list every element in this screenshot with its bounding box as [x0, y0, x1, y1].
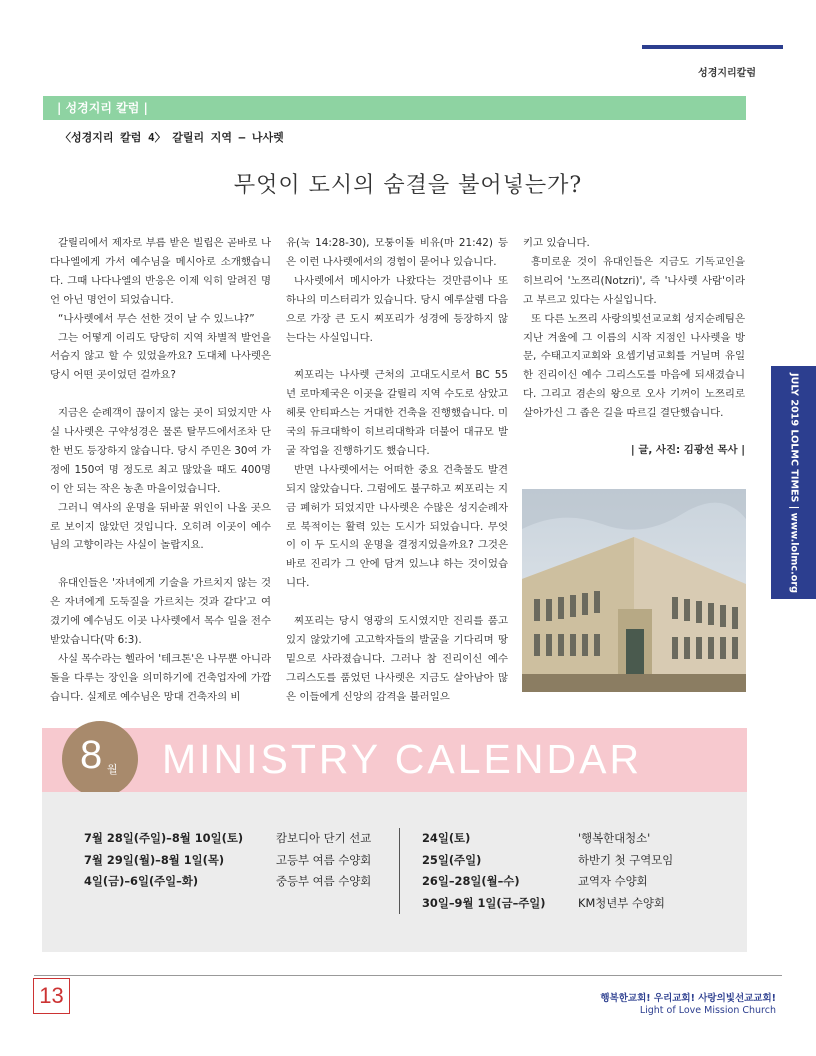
paragraph: 찌포리는 당시 영광의 도시였지만 진리를 품고 있지 않았기에 고고학자들의 발굴을 기다리며 땅 밑으로 사라졌습니다. 그러나 참 진리이신 예수 그리스도를 품었던 나사렛은 지금도 살아남아 많은 이들에게 신앙의 감격을 불러일으 [286, 615, 508, 703]
footer-rule [34, 975, 782, 976]
calendar-date: 7월 28일(주일)–8월 10일(토) [84, 831, 244, 845]
calendar-right-dates [422, 828, 546, 914]
paragraph: 찌포리는 나사렛 근처의 고대도시로서 BC 55년 로마제국은 이곳을 갈릴리 지역 수도로 삼았고 헤롯 안티파스는 거대한 건축을 진행했습니다. 미국의 듀크대학이 히브리대학과 더불어 대규모 발굴 작업을 진행하기도 했습니다. [286, 369, 508, 457]
header-rule [642, 45, 783, 49]
calendar-date: 25일(주일) [422, 852, 482, 867]
paragraph: 나사렛에서 메시아가 나왔다는 것만큼이나 또 하나의 미스터리가 있습니다. 당시 예루살렘 다음으로 가장 큰 도시 찌포리가 성경에 등장하지 않는다는 사실입니다. [286, 274, 508, 344]
paragraph: 사실 목수라는 헬라어 '테크톤'은 나무뿐 아니라 돌을 다루는 장인을 의미하기에 건축업자에 가깝습니다. 실제로 예수님은 망대 건축자의 비 [50, 652, 271, 703]
page-number: 13 [33, 978, 70, 1014]
article-column-2 [286, 234, 508, 707]
calendar-event: 하반기 첫 구역모임 [578, 852, 674, 867]
issue-side-tab [771, 366, 816, 599]
month-badge [62, 721, 138, 797]
issue-side-tab-text: JULY 2019 LOLMC TIMES | www.lolmc.org [788, 372, 799, 593]
paragraph: 유(눅 14:28-30), 모퉁이돌 비유(마 21:42) 등은 이런 나사렛에서의 경험이 묻어나 있습니다. [286, 237, 508, 268]
calendar-date: 4일(금)–6일(주일–화) [84, 874, 199, 888]
paragraph: 키고 있습니다. [523, 237, 590, 249]
paragraph: 그러니 역사의 운명을 뒤바꿀 위인이 나올 곳으로 보이지 않았던 것입니다. 오히려 이곳이 예수님의 고향이라는 사실이 놀랍지요. [50, 501, 271, 552]
calendar-event: 중등부 여름 수양회 [276, 874, 372, 888]
paragraph: 그는 어떻게 이리도 당당히 지역 차별적 발언을 서슴지 않고 할 수 있었을까요? 도대체 나사렛은 당시 어떤 곳이었던 걸까요? [50, 331, 271, 382]
section-label: 성경지리칼럼 [698, 68, 756, 79]
calendar-divider [399, 828, 400, 914]
article-column-3 [523, 234, 745, 460]
paragraph: 반면 나사렛에서는 어떠한 중요 건축물도 발견되지 않았습니다. 그럼에도 불구하고 찌포리는 지금 폐허가 되었지만 나사렛은 수많은 성지순례자로 북적이는 활력 있는 도시가 되었습니다. 무엇이 이 두 도시의 운명을 결정지었을까요? 그것은 바로 진리가 그 안에 담겨 있느냐 하는 것이었습니다. [286, 463, 508, 590]
month-number: 8 [80, 733, 103, 777]
church-photo [522, 489, 746, 692]
paragraph: 갈릴리에서 제자로 부름 받은 빌립은 곧바로 나다나엘에게 가서 예수님을 메시아로 소개했습니다. 그때 나다나엘의 반응은 이제 익히 알려진 명언 아닌 명언이 되었습니다. [50, 237, 271, 306]
paragraph: 또 다른 노쯔리 사랑의빛선교교회 성지순례팀은 지난 겨울에 그 이름의 시작 지점인 나사렛을 방문, 수태고지교회와 요셉기념교회를 거닐며 유일한 진리이신 예수 그리스도를 마음에 되새겼습니다. 그리고 겸손의 왕으로 오사 기꺼이 노쯔리로 살아가신 그 좁은 길을 따르길 결단했습니다. [523, 312, 745, 420]
paragraph: 흥미로운 것이 유대인들은 지금도 기독교인을 히브리어 '노쯔리(Notzri)', 즉 '나사렛 사람'이라고 부르고 있다는 사실입니다. [523, 255, 745, 306]
calendar-event: '행복한대청소' [578, 831, 651, 845]
article-headline: 무엇이 도시의 숨결을 불어넣는가? [233, 173, 583, 198]
footer-church-name: Light of Love Mission Church [639, 1005, 776, 1016]
calendar-event: KM청년부 수양회 [578, 895, 665, 910]
calendar-date: 30일–9월 1일(금–주일) [422, 895, 546, 910]
article-subtitle: 〈성경지리 칼럼 4〉 갈릴리 지역 – 나사렛 [60, 131, 284, 144]
calendar-right-events [578, 828, 673, 914]
article-column-1 [50, 234, 271, 707]
paragraph: 유대인들은 '자녀에게 기술을 가르치지 않는 것은 자녀에게 도둑질을 가르치는 것과 같다'고 여겼기에 예수님도 이곳 나사렛에서 목수 일을 전수받았습니다(막 6:3). [50, 577, 271, 646]
calendar-event: 캄보디아 단기 선교 [276, 831, 372, 845]
calendar-title: MINISTRY CALENDAR [162, 736, 643, 782]
calendar-date: 24일(토) [422, 831, 471, 845]
paragraph: “나사렛에서 무슨 선한 것이 날 수 있느냐?” [58, 312, 255, 325]
paragraph: 지금은 순례객이 끊이지 않는 곳이 되었지만 사실 나사렛은 구약성경은 물론 탈무드에서조차 단 한 번도 등장하지 않습니다. 당시 주민은 30여 가정에 150여 명 정도로 최고 많았을 때도 400명이 안 되는 작은 농촌 마을이었습니다. [50, 407, 271, 495]
calendar-event: 교역자 수양회 [578, 874, 648, 888]
calendar-date: 26일–28일(월–수) [422, 874, 520, 888]
calendar-left-events [276, 828, 371, 893]
calendar-event: 고등부 여름 수양회 [276, 852, 372, 867]
calendar-left-dates [84, 828, 243, 893]
month-unit: 월 [107, 763, 118, 776]
calendar-date: 7월 29일(월)–8월 1일(목) [84, 852, 225, 867]
footer-slogan: 행복한교회! 우리교회! 사랑의빛선교교회! [600, 993, 776, 1004]
author-credit: | 글, 사진: 김광선 목사 | [630, 444, 745, 457]
column-banner: | 성경지리 칼럼 | [43, 96, 746, 120]
